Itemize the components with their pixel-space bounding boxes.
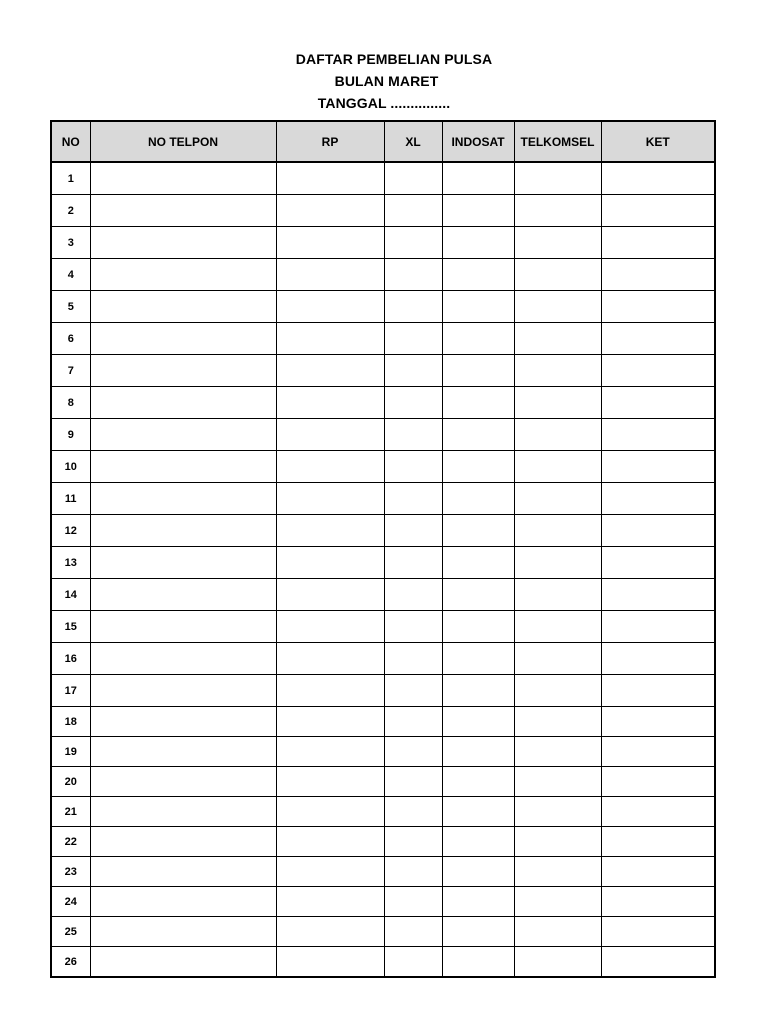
xl-cell[interactable]	[384, 355, 442, 387]
telkomsel-cell[interactable]	[514, 291, 601, 323]
indosat-cell[interactable]	[442, 387, 514, 419]
document-title: DAFTAR PEMBELIAN PULSA	[295, 51, 493, 67]
no-telpon-cell[interactable]	[90, 737, 276, 767]
indosat-cell[interactable]	[442, 643, 514, 675]
row-number: 18	[51, 707, 90, 737]
telkomsel-cell[interactable]	[514, 737, 601, 767]
rp-cell[interactable]	[276, 797, 384, 827]
telkomsel-cell[interactable]	[514, 419, 601, 451]
no-telpon-cell[interactable]	[90, 227, 276, 259]
indosat-cell[interactable]	[442, 195, 514, 227]
indosat-cell[interactable]	[442, 857, 514, 887]
no-telpon-cell[interactable]	[90, 917, 276, 947]
table-row	[51, 857, 715, 887]
ket-cell[interactable]	[601, 767, 715, 797]
rp-cell[interactable]	[276, 947, 384, 978]
telkomsel-cell[interactable]	[514, 611, 601, 643]
ket-cell[interactable]	[601, 195, 715, 227]
telkomsel-cell[interactable]	[514, 547, 601, 579]
telkomsel-cell[interactable]	[514, 887, 601, 917]
ket-cell[interactable]	[601, 291, 715, 323]
telkomsel-cell[interactable]	[514, 767, 601, 797]
xl-cell[interactable]	[384, 419, 442, 451]
xl-cell[interactable]	[384, 767, 442, 797]
ket-cell[interactable]	[601, 547, 715, 579]
telkomsel-cell[interactable]	[514, 947, 601, 978]
indosat-cell[interactable]	[442, 451, 514, 483]
document-subtitle-month: BULAN MARET	[334, 73, 439, 89]
rp-cell[interactable]	[276, 767, 384, 797]
row-number: 2	[51, 195, 90, 227]
table-row	[51, 451, 715, 483]
rp-cell[interactable]	[276, 857, 384, 887]
xl-cell[interactable]	[384, 162, 442, 195]
no-telpon-cell[interactable]	[90, 675, 276, 707]
no-telpon-cell[interactable]	[90, 707, 276, 737]
telkomsel-cell[interactable]	[514, 643, 601, 675]
ket-cell[interactable]	[601, 419, 715, 451]
table-row	[51, 827, 715, 857]
rp-cell[interactable]	[276, 387, 384, 419]
ket-cell[interactable]	[601, 451, 715, 483]
rp-cell[interactable]	[276, 547, 384, 579]
xl-cell[interactable]	[384, 259, 442, 291]
row-number: 13	[51, 547, 90, 579]
no-telpon-cell[interactable]	[90, 947, 276, 978]
indosat-cell[interactable]	[442, 797, 514, 827]
ket-cell[interactable]	[601, 355, 715, 387]
indosat-cell[interactable]	[442, 579, 514, 611]
ket-cell[interactable]	[601, 387, 715, 419]
ket-cell[interactable]	[601, 259, 715, 291]
row-number: 7	[51, 355, 90, 387]
no-telpon-cell[interactable]	[90, 887, 276, 917]
telkomsel-cell[interactable]	[514, 259, 601, 291]
column-header-no: NO	[51, 121, 90, 162]
no-telpon-cell[interactable]	[90, 259, 276, 291]
xl-cell[interactable]	[384, 707, 442, 737]
telkomsel-cell[interactable]	[514, 917, 601, 947]
row-number: 21	[51, 797, 90, 827]
ket-cell[interactable]	[601, 675, 715, 707]
row-number: 16	[51, 643, 90, 675]
xl-cell[interactable]	[384, 887, 442, 917]
xl-cell[interactable]	[384, 857, 442, 887]
no-telpon-cell[interactable]	[90, 579, 276, 611]
row-number: 19	[51, 737, 90, 767]
xl-cell[interactable]	[384, 451, 442, 483]
no-telpon-cell[interactable]	[90, 767, 276, 797]
row-number: 11	[51, 483, 90, 515]
row-number: 24	[51, 887, 90, 917]
column-header-ket: KET	[601, 121, 715, 162]
table-row	[51, 387, 715, 419]
xl-cell[interactable]	[384, 611, 442, 643]
xl-cell[interactable]	[384, 917, 442, 947]
row-number: 17	[51, 675, 90, 707]
table-row	[51, 917, 715, 947]
no-telpon-cell[interactable]	[90, 643, 276, 675]
document-header	[0, 48, 768, 114]
column-header-telkomsel: TELKOMSEL	[514, 121, 601, 162]
rp-cell[interactable]	[276, 611, 384, 643]
ket-cell[interactable]	[601, 947, 715, 978]
telkomsel-cell[interactable]	[514, 227, 601, 259]
rp-cell[interactable]	[276, 259, 384, 291]
row-number: 10	[51, 451, 90, 483]
no-telpon-cell[interactable]	[90, 419, 276, 451]
ket-cell[interactable]	[601, 579, 715, 611]
table-row	[51, 323, 715, 355]
xl-cell[interactable]	[384, 195, 442, 227]
xl-cell[interactable]	[384, 483, 442, 515]
table-row	[51, 227, 715, 259]
table-row	[51, 547, 715, 579]
telkomsel-cell[interactable]	[514, 579, 601, 611]
row-number: 5	[51, 291, 90, 323]
ket-cell[interactable]	[601, 707, 715, 737]
table-row	[51, 611, 715, 643]
no-telpon-cell[interactable]	[90, 827, 276, 857]
rp-cell[interactable]	[276, 737, 384, 767]
no-telpon-cell[interactable]	[90, 162, 276, 195]
no-telpon-cell[interactable]	[90, 323, 276, 355]
rp-cell[interactable]	[276, 643, 384, 675]
no-telpon-cell[interactable]	[90, 797, 276, 827]
row-number: 8	[51, 387, 90, 419]
indosat-cell[interactable]	[442, 259, 514, 291]
telkomsel-cell[interactable]	[514, 515, 601, 547]
indosat-cell[interactable]	[442, 323, 514, 355]
row-number: 15	[51, 611, 90, 643]
telkomsel-cell[interactable]	[514, 355, 601, 387]
table-row	[51, 947, 715, 978]
table-row	[51, 515, 715, 547]
no-telpon-cell[interactable]	[90, 291, 276, 323]
indosat-cell[interactable]	[442, 737, 514, 767]
ket-cell[interactable]	[601, 483, 715, 515]
xl-cell[interactable]	[384, 387, 442, 419]
table-row	[51, 259, 715, 291]
indosat-cell[interactable]	[442, 947, 514, 978]
row-number: 22	[51, 827, 90, 857]
no-telpon-cell[interactable]	[90, 355, 276, 387]
ket-cell[interactable]	[601, 227, 715, 259]
row-number: 4	[51, 259, 90, 291]
ket-cell[interactable]	[601, 643, 715, 675]
rp-cell[interactable]	[276, 195, 384, 227]
ket-cell[interactable]	[601, 887, 715, 917]
ket-cell[interactable]	[601, 797, 715, 827]
telkomsel-cell[interactable]	[514, 195, 601, 227]
table-header-row	[51, 121, 715, 162]
telkomsel-cell[interactable]	[514, 797, 601, 827]
ket-cell[interactable]	[601, 857, 715, 887]
ket-cell[interactable]	[601, 917, 715, 947]
xl-cell[interactable]	[384, 227, 442, 259]
xl-cell[interactable]	[384, 323, 442, 355]
table-row	[51, 887, 715, 917]
xl-cell[interactable]	[384, 827, 442, 857]
indosat-cell[interactable]	[442, 291, 514, 323]
table-row	[51, 643, 715, 675]
indosat-cell[interactable]	[442, 227, 514, 259]
rp-cell[interactable]	[276, 917, 384, 947]
rp-cell[interactable]	[276, 827, 384, 857]
table-row	[51, 291, 715, 323]
row-number: 20	[51, 767, 90, 797]
row-number: 25	[51, 917, 90, 947]
table-row	[51, 707, 715, 737]
column-header-no-telpon: NO TELPON	[90, 121, 276, 162]
ket-cell[interactable]	[601, 323, 715, 355]
row-number: 3	[51, 227, 90, 259]
table-row	[51, 162, 715, 195]
indosat-cell[interactable]	[442, 917, 514, 947]
row-number: 14	[51, 579, 90, 611]
table-row	[51, 767, 715, 797]
rp-cell[interactable]	[276, 515, 384, 547]
telkomsel-cell[interactable]	[514, 451, 601, 483]
xl-cell[interactable]	[384, 643, 442, 675]
ket-cell[interactable]	[601, 827, 715, 857]
row-number: 26	[51, 947, 90, 978]
indosat-cell[interactable]	[442, 887, 514, 917]
xl-cell[interactable]	[384, 675, 442, 707]
no-telpon-cell[interactable]	[90, 547, 276, 579]
telkomsel-cell[interactable]	[514, 323, 601, 355]
no-telpon-cell[interactable]	[90, 515, 276, 547]
row-number: 1	[51, 162, 90, 195]
row-number: 12	[51, 515, 90, 547]
rp-cell[interactable]	[276, 451, 384, 483]
ket-cell[interactable]	[601, 162, 715, 195]
table-row	[51, 419, 715, 451]
row-number: 9	[51, 419, 90, 451]
xl-cell[interactable]	[384, 515, 442, 547]
indosat-cell[interactable]	[442, 611, 514, 643]
telkomsel-cell[interactable]	[514, 387, 601, 419]
indosat-cell[interactable]	[442, 707, 514, 737]
rp-cell[interactable]	[276, 675, 384, 707]
column-header-xl: XL	[384, 121, 442, 162]
ket-cell[interactable]	[601, 737, 715, 767]
telkomsel-cell[interactable]	[514, 483, 601, 515]
document-date-line: TANGGAL ...............	[317, 95, 451, 111]
rp-cell[interactable]	[276, 323, 384, 355]
row-number: 23	[51, 857, 90, 887]
rp-cell[interactable]	[276, 887, 384, 917]
telkomsel-cell[interactable]	[514, 707, 601, 737]
column-header-indosat: INDOSAT	[442, 121, 514, 162]
table-row	[51, 355, 715, 387]
no-telpon-cell[interactable]	[90, 483, 276, 515]
purchase-table	[50, 120, 716, 978]
indosat-cell[interactable]	[442, 419, 514, 451]
indosat-cell[interactable]	[442, 162, 514, 195]
table-row	[51, 797, 715, 827]
indosat-cell[interactable]	[442, 483, 514, 515]
telkomsel-cell[interactable]	[514, 827, 601, 857]
xl-cell[interactable]	[384, 547, 442, 579]
table-body	[51, 162, 715, 977]
telkomsel-cell[interactable]	[514, 162, 601, 195]
rp-cell[interactable]	[276, 227, 384, 259]
rp-cell[interactable]	[276, 355, 384, 387]
indosat-cell[interactable]	[442, 827, 514, 857]
rp-cell[interactable]	[276, 291, 384, 323]
indosat-cell[interactable]	[442, 355, 514, 387]
telkomsel-cell[interactable]	[514, 675, 601, 707]
row-number: 6	[51, 323, 90, 355]
xl-cell[interactable]	[384, 797, 442, 827]
rp-cell[interactable]	[276, 483, 384, 515]
no-telpon-cell[interactable]	[90, 451, 276, 483]
xl-cell[interactable]	[384, 737, 442, 767]
no-telpon-cell[interactable]	[90, 195, 276, 227]
ket-cell[interactable]	[601, 515, 715, 547]
indosat-cell[interactable]	[442, 515, 514, 547]
xl-cell[interactable]	[384, 947, 442, 978]
table-row	[51, 737, 715, 767]
no-telpon-cell[interactable]	[90, 857, 276, 887]
ket-cell[interactable]	[601, 611, 715, 643]
no-telpon-cell[interactable]	[90, 611, 276, 643]
indosat-cell[interactable]	[442, 675, 514, 707]
table-row	[51, 579, 715, 611]
no-telpon-cell[interactable]	[90, 387, 276, 419]
telkomsel-cell[interactable]	[514, 857, 601, 887]
rp-cell[interactable]	[276, 707, 384, 737]
table-row	[51, 675, 715, 707]
rp-cell[interactable]	[276, 162, 384, 195]
rp-cell[interactable]	[276, 419, 384, 451]
indosat-cell[interactable]	[442, 547, 514, 579]
table-row	[51, 483, 715, 515]
xl-cell[interactable]	[384, 291, 442, 323]
column-header-rp: RP	[276, 121, 384, 162]
rp-cell[interactable]	[276, 579, 384, 611]
xl-cell[interactable]	[384, 579, 442, 611]
indosat-cell[interactable]	[442, 767, 514, 797]
table-row	[51, 195, 715, 227]
